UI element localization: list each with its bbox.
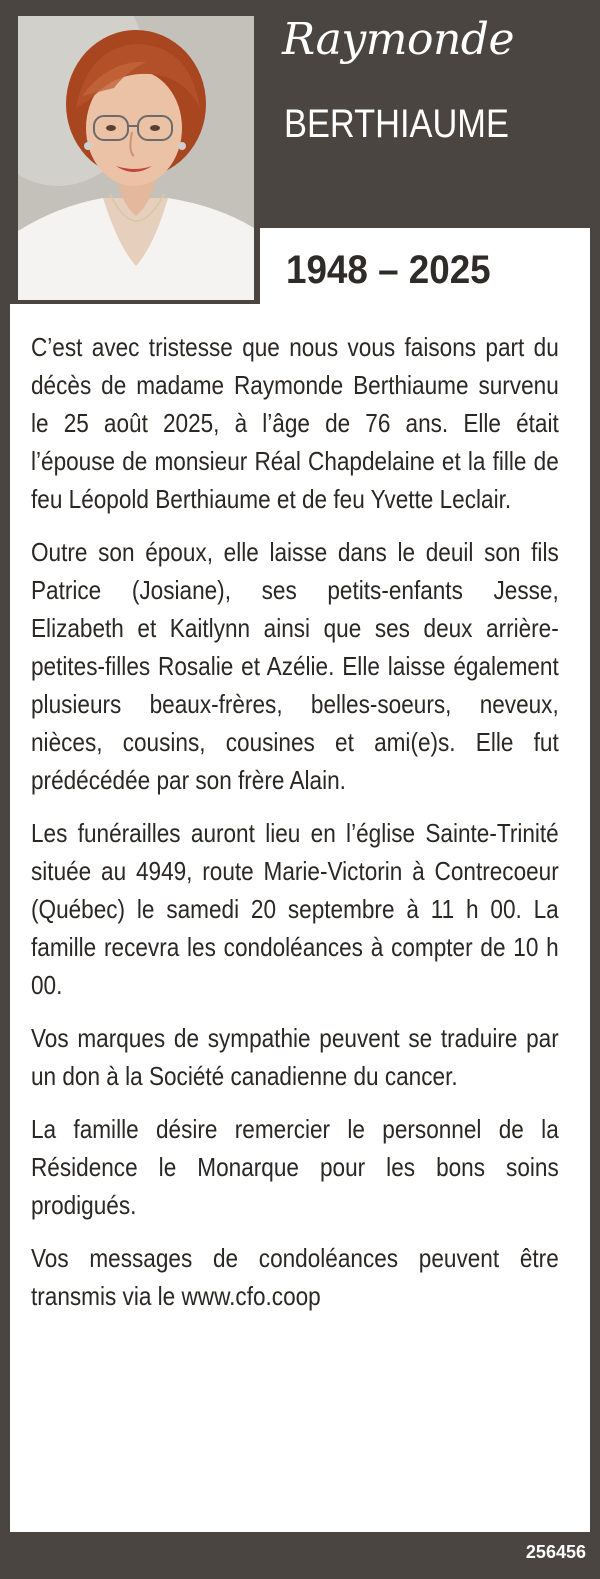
obituary-text	[31, 328, 559, 1330]
deceased-last-name: BERTHIAUME	[284, 102, 509, 146]
paragraph-thanks: La famille désire remercier le personnel de la Résidence le Monarque pour les bons soins prodigués.	[31, 1114, 559, 1220]
deceased-first-name: Raymonde	[282, 14, 514, 65]
portrait-illustration	[18, 16, 254, 300]
paragraph-funeral: Les funérailles auront lieu en l’église Sainte-Trinité située au 4949, route Marie-Victorin à Contrecoeur (Québec) le samedi 20 septembre à 11 h 00. La famille recevra les condoléances à compter de 10 h 00.	[31, 818, 559, 1000]
paragraph-announcement: C’est avec tristesse que nous vous faisons part du décès de madame Raymonde Berthiaume survenu le 25 août 2025, à l’âge de 76 ans. Elle était l’épouse de monsieur Réal Chapdelaine et la fille de feu Léopold Berthiaume et de feu Yvette Leclair.	[31, 332, 559, 514]
paragraph-family: Outre son époux, elle laisse dans le deuil son fils Patrice (Josiane), ses petits-enfants Jesse, Elizabeth et Kaitlynn ainsi que ses deux arrière-petites-filles Rosalie et Azélie. Elle laisse également plusieurs beaux-frères, belles-soeurs, neveux, nièces, cousins, cousines et ami(e)s. Elle fut prédécédée par son frère Alain.	[31, 537, 559, 795]
life-years: 1948 – 2025	[286, 248, 491, 292]
paragraph-condolences: Vos messages de condoléances peuvent être transmis via le www.cfo.coop	[31, 1243, 559, 1311]
portrait-photo	[10, 10, 260, 304]
portrait-image	[18, 16, 254, 300]
reference-number: 256456	[525, 1542, 586, 1562]
paragraph-donation: Vos marques de sympathie peuvent se traduire par un don à la Société canadienne du cancer.	[31, 1023, 559, 1091]
